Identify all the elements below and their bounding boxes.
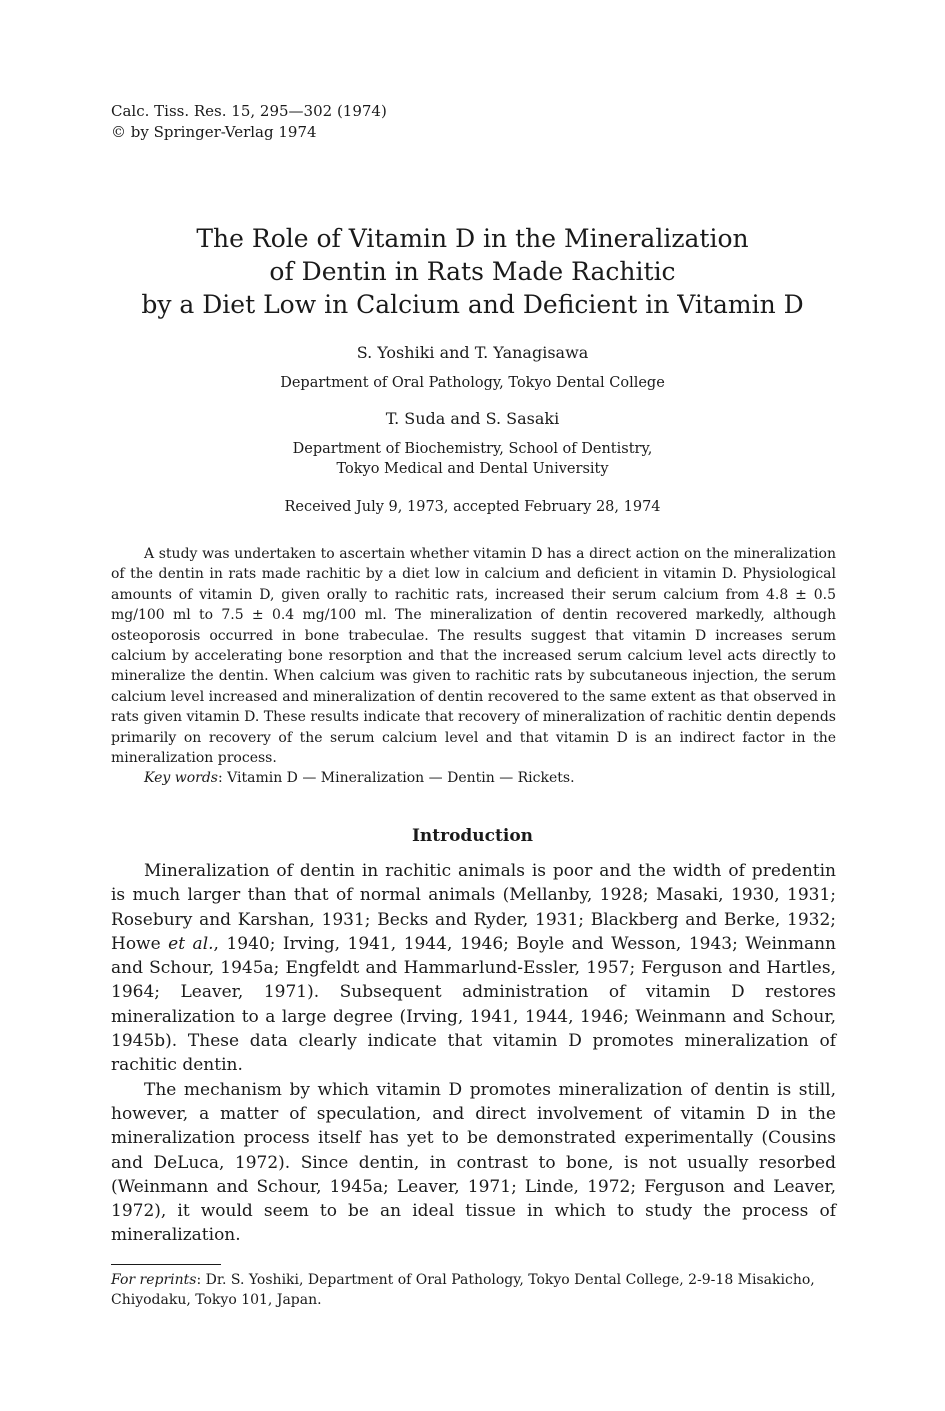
affiliation-2-line-2: Tokyo Medical and Dental University (336, 461, 609, 477)
keywords-list: : Vitamin D — Mineralization — Dentin — Rickets. (217, 770, 575, 787)
keywords-label: Key words (144, 770, 218, 787)
author-group-2: T. Suda and S. Sasaki (385, 409, 560, 428)
journal-citation: Calc. Tiss. Res. 15, 295—302 (1974) (111, 102, 387, 120)
introduction-paragraph-2: The mechanism by which vitamin D promotes mineralization of dentin is still, however, a matter of speculation, and direct involvement of vitamin D in the mineralization process itself has yet to be demonstrated experimentally (Cousins and DeLuca, 1972). Since dentin, in contrast to bone, is not usually resorbed (Weinmann and Schour, 1945a; Leaver, 1971; Linde, 1972; Ferguson and Leaver, 1972), it would seem to be an ideal tissue in which to study the process of mineralization. (111, 1079, 836, 1246)
journal-citation-block (111, 101, 387, 143)
affiliation-2-line-1: Department of Biochemistry, School of Dentistry, (292, 441, 653, 457)
footnote-text: : Dr. S. Yoshiki, Department of Oral Pathology, Tokyo Dental College, 2-9-18 Misakicho, Chiyodaku, Tokyo 101, Japan. (111, 1272, 815, 1309)
paper-title (100, 222, 845, 321)
paragraph-1-part-a: Mineralization of dentin in rachitic animals is poor and the width of predentin is much larger than that of normal animals (Mellanby, 1928; Masaki, 1930, 1931; Rosebury and Karshan, 1931; Becks and Ryder, 1931; Blackberg and Berke, 1932; Howe (111, 861, 836, 954)
received-dates: Received July 9, 1973, accepted February 28, 1974 (284, 499, 661, 515)
journal-copyright: © by Springer-Verlag 1974 (111, 123, 317, 141)
abstract-text: A study was undertaken to ascertain whether vitamin D has a direct action on the mineralization of the dentin in rats made rachitic by a diet low in calcium and deficient in vitamin D. Physiological amounts of vitamin D, given orally to rachitic rats, increased their serum calcium from 4.8 ± 0.5 mg/100 ml to 7.5 ± 0.4 mg/100 ml. The mineralization of dentin recovered markedly, although osteoporosis occurred in bone trabeculae. The results suggest that vitamin D increases serum calcium by accelerating bone resorption and that the increased serum calcium level acts directly to mineralize the dentin. When calcium was given to rachitic rats by subcutaneous injection, the serum calcium level increased and mineralization of dentin recovered to the same extent as that observed in rats given vitamin D. These results indicate that recovery of mineralization of rachitic dentin depends primarily on recovery of the serum calcium level and that vitamin D is an indirect factor in the mineralization process. (111, 546, 836, 767)
footnote-label: For reprints (111, 1272, 197, 1288)
abstract (111, 544, 836, 789)
title-line-1: The Role of Vitamin D in the Mineralization (196, 224, 749, 253)
introduction-heading: Introduction (411, 826, 534, 846)
author-group-1: S. Yoshiki and T. Yanagisawa (356, 343, 589, 362)
title-line-2: of Dentin in Rats Made Rachitic (269, 257, 676, 286)
introduction-body (111, 859, 836, 1248)
et-al-italic: et al. (168, 933, 214, 954)
affiliation-1: Department of Oral Pathology, Tokyo Dental College (280, 375, 665, 391)
introduction-paragraph-1 (111, 859, 836, 1078)
title-line-3: by a Diet Low in Calcium and Deficient in Vitamin D (141, 290, 804, 319)
keywords (111, 768, 836, 788)
footnote-divider (111, 1264, 221, 1265)
footnote (111, 1270, 836, 1311)
paragraph-1-part-b: , 1940; Irving, 1941, 1944, 1946; Boyle and Wesson, 1943; Weinmann and Schour, 1945a; Engfeldt and Hammarlund-Essler, 1957; Ferguson and Hartles, 1964; Leaver, 1971). Subsequent administration of vitamin D restores mineralization to a large degree (Irving, 1941, 1944, 1946; Weinmann and Schour, 1945b). These data clearly indicate that vitamin D promotes mineralization of rachitic dentin. (111, 933, 836, 1076)
